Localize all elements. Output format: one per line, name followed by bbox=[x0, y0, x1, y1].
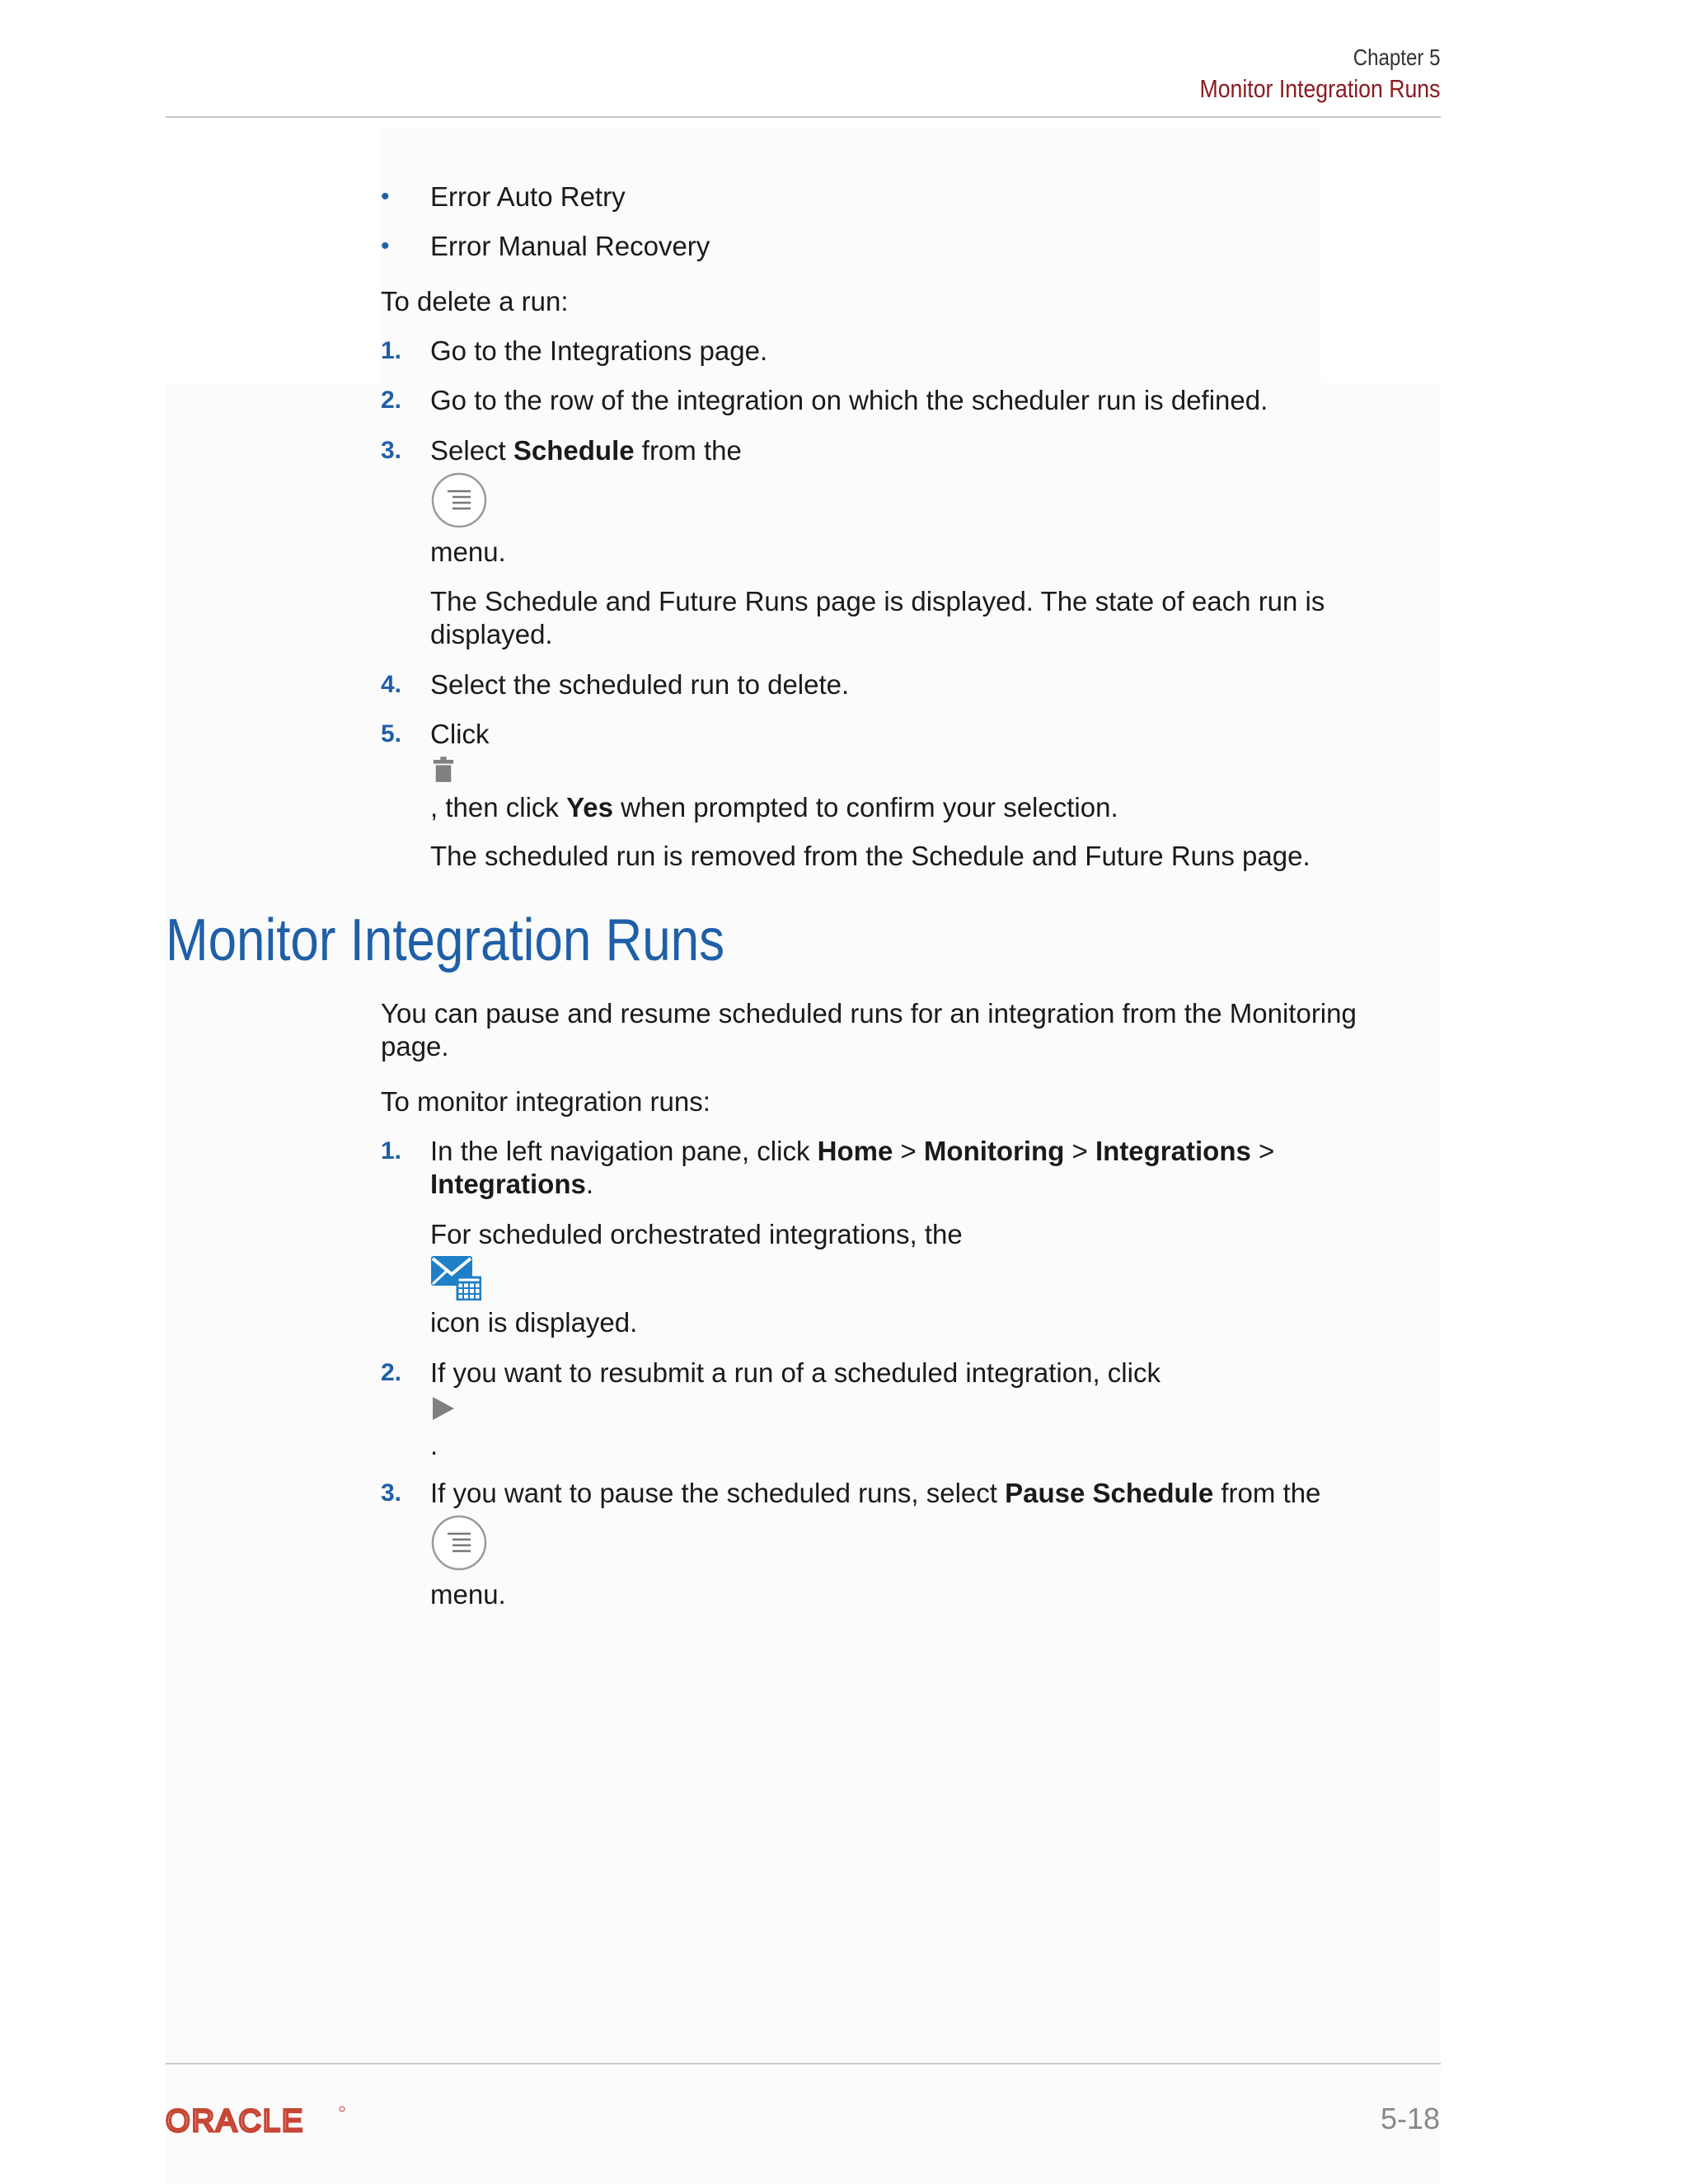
bullet-text: Error Manual Recovery bbox=[430, 231, 710, 261]
ui-term: Integrations bbox=[430, 1169, 586, 1199]
step-continuation: menu. bbox=[430, 1579, 506, 1610]
separator: > bbox=[1064, 1136, 1095, 1166]
running-header bbox=[1160, 43, 1440, 105]
step-text bbox=[430, 434, 1403, 467]
bullet-text: Error Auto Retry bbox=[430, 181, 626, 212]
chapter-label: Chapter 5 bbox=[1353, 45, 1440, 70]
text-segment: when prompted to confirm your selection. bbox=[612, 792, 1118, 823]
step-number: 3. bbox=[381, 437, 402, 464]
step-text: Click bbox=[430, 719, 490, 749]
step-continuation: menu. bbox=[430, 537, 506, 567]
section-heading: Monitor Integration Runs bbox=[166, 907, 725, 973]
step-number: 5. bbox=[381, 720, 402, 748]
step-note: The Schedule and Future Runs page is displayed. The state of each run is displayed. bbox=[430, 586, 1325, 649]
bullet-marker: • bbox=[381, 183, 390, 210]
step-note: The scheduled run is removed from the Schedule and Future Runs page. bbox=[430, 841, 1311, 871]
monitor-lead: To monitor integration runs: bbox=[381, 1086, 710, 1117]
step-text: Select the scheduled run to delete. bbox=[430, 669, 850, 700]
oracle-logo bbox=[166, 2104, 347, 2137]
ui-term: Pause Schedule bbox=[1005, 1478, 1214, 1508]
step-number: 3. bbox=[381, 1479, 402, 1507]
footer-rule bbox=[166, 2063, 1441, 2064]
bullet-marker: • bbox=[381, 232, 390, 260]
step-note: icon is displayed. bbox=[430, 1307, 638, 1338]
step-text: Go to the row of the integration on which the scheduler run is defined. bbox=[430, 385, 1268, 415]
text-segment: If you want to pause the scheduled runs, select bbox=[430, 1478, 1006, 1508]
separator: > bbox=[1250, 1136, 1275, 1166]
step-number: 1. bbox=[381, 1137, 402, 1165]
play-icon bbox=[432, 1396, 455, 1421]
step-number: 2. bbox=[381, 1359, 402, 1386]
step-note: For scheduled orchestrated integrations, the bbox=[430, 1219, 963, 1249]
ui-term: Integrations bbox=[1095, 1136, 1251, 1166]
text-segment: Select bbox=[430, 435, 513, 466]
ui-term: Schedule bbox=[513, 435, 635, 466]
ui-term: Monitoring bbox=[923, 1136, 1065, 1166]
step-number: 4. bbox=[381, 671, 402, 698]
step-continuation bbox=[430, 791, 1403, 824]
ui-term: Home bbox=[817, 1136, 893, 1166]
step-number: 2. bbox=[381, 387, 402, 414]
section-label: Monitor Integration Runs bbox=[1199, 74, 1440, 103]
text-segment: . bbox=[585, 1169, 594, 1199]
hamburger-menu-icon bbox=[430, 1514, 488, 1572]
ui-term: Yes bbox=[566, 792, 613, 823]
oracle-logo-text: ORACLE bbox=[166, 2104, 305, 2137]
step-text bbox=[430, 1135, 1403, 1201]
step-number: 1. bbox=[381, 337, 402, 364]
trash-icon bbox=[433, 757, 454, 783]
step-text bbox=[430, 1477, 1403, 1510]
separator: > bbox=[893, 1136, 924, 1166]
text-segment: , then click bbox=[430, 792, 567, 823]
delete-intro: To delete a run: bbox=[381, 286, 569, 316]
step-text: Go to the Integrations page. bbox=[430, 335, 768, 366]
background-panel-main bbox=[166, 383, 1441, 2184]
step-text: If you want to resubmit a run of a scheduled integration, click bbox=[430, 1357, 1160, 1388]
header-rule bbox=[166, 116, 1441, 118]
hamburger-menu-icon bbox=[430, 471, 488, 529]
text-segment: from the bbox=[1213, 1478, 1321, 1508]
schedule-envelope-icon bbox=[430, 1254, 481, 1301]
monitor-intro: You can pause and resume scheduled runs for an integration from the Monitoring page. bbox=[381, 998, 1357, 1062]
page-number: 5-18 bbox=[1380, 2102, 1440, 2135]
text-segment: In the left navigation pane, click bbox=[430, 1136, 818, 1166]
step-continuation: . bbox=[430, 1430, 438, 1460]
text-segment: from the bbox=[634, 435, 742, 466]
